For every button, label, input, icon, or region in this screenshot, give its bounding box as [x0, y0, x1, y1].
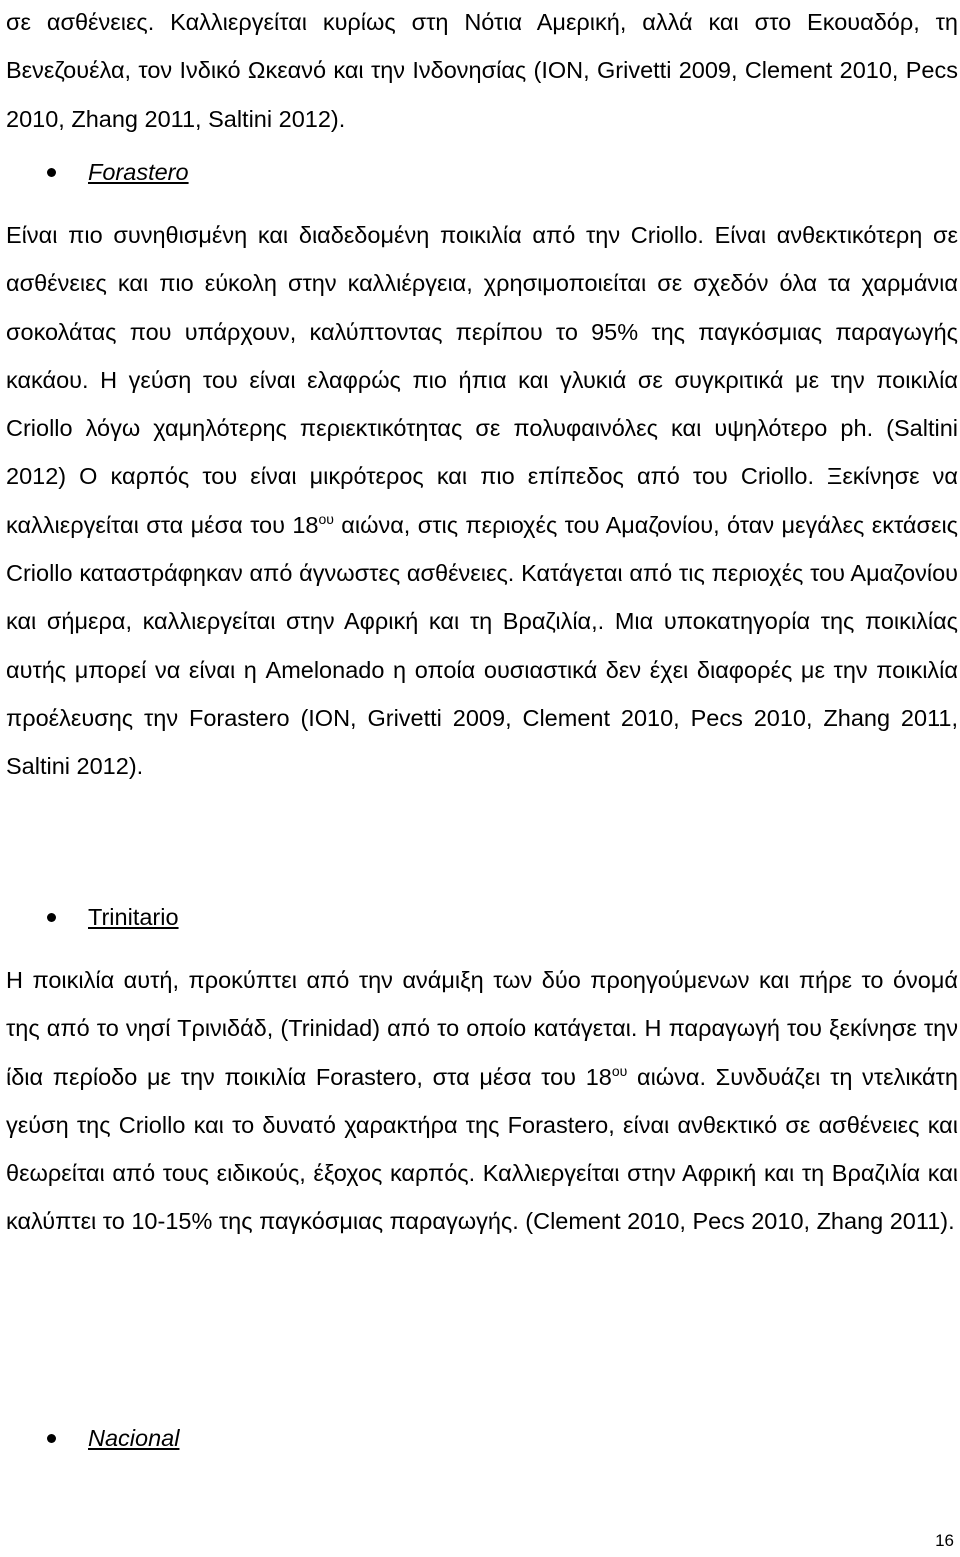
- heading-nacional: Nacional: [88, 1425, 180, 1451]
- trinitario-paragraph: [6, 956, 958, 1246]
- bullet-forastero: [6, 148, 189, 196]
- intro-paragraph: [6, 0, 958, 143]
- forastero-superscript: ου: [318, 510, 334, 527]
- bullet-dot-icon: [47, 168, 56, 177]
- bullet-dot-icon: [47, 1434, 56, 1443]
- forastero-text-1: Είναι πιο συνηθισμένη και διαδεδομένη ποικιλία από την Criollo. Είναι ανθεκτικότερη σε ασθένειες και πιο εύκολη στην καλλιέργεια, χρησιμοποιείται σε σχεδόν όλα τα χαρμάνια σοκολάτας που υπάρχουν, καλύπτοντας περίπου το 95% της παγκόσμιας παραγωγής κακάου. Η γεύση του είναι ελαφρώς πιο ήπια και γλυκιά σε συγκριτικά με την ποικιλία Criollo λόγω χαμηλότερης περιεκτικότητας σε πολυφαινόλες και υψηλότερο ph. (Saltini 2012) Ο καρπός του είναι μικρότερος και πιο επίπεδος από του Criollo. Ξεκίνησε να καλλιεργείται στα μέσα του 18: [6, 222, 958, 538]
- page-number: 16: [935, 1531, 954, 1550]
- bullet-nacional: [6, 1414, 179, 1462]
- trinitario-text-2: αιώνα. Συνδυάζει τη ντελικάτη γεύση της Criollo και το δυνατό χαρακτήρα της Forastero, είναι ανθεκτικό σε ασθένειες και θεωρείται από τους ειδικούς, έξοχος καρπός. Καλλιεργείται στην Αφρική και τη Βραζιλία και καλύπτει το 10-15% της παγκόσμιας παραγωγής. (Clement 2010, Pecs 2010, Zhang 2011).: [6, 1063, 958, 1235]
- intro-text: σε ασθένειες. Καλλιεργείται κυρίως στη Νότια Αμερική, αλλά και στο Εκουαδόρ, τη Βενεζουέλα, τον Ινδικό Ωκεανό και την Ινδονησίας (ION, Grivetti 2009, Clement 2010, Pecs 2010, Zhang 2011, Saltini 2012).: [6, 9, 958, 132]
- heading-forastero: Forastero: [88, 159, 189, 185]
- bullet-dot-icon: [47, 913, 56, 922]
- heading-trinitario: Trinitario: [88, 904, 179, 930]
- forastero-text-2: αιώνα, στις περιοχές του Αμαζονίου, όταν μεγάλες εκτάσεις Criollo καταστράφηκαν από άγνωστες ασθένειες. Κατάγεται από τις περιοχές του Αμαζονίου και σήμερα, καλλιεργείται στην Αφρική και τη Βραζιλία,. Μια υποκατηγορία της ποικιλίας αυτής μπορεί να είναι η Amelonado η οποία ουσιαστικά δεν έχει διαφορές με την ποικιλία προέλευσης την Forastero (ION, Grivetti 2009, Clement 2010, Pecs 2010, Zhang 2011, Saltini 2012).: [6, 511, 959, 780]
- trinitario-text-1: Η ποικιλία αυτή, προκύπτει από την ανάμιξη των δύο προηγούμενων και πήρε το όνομά της από το νησί Τρινιδάδ, (Trinidad) από το οποίο κατάγεται. Η παραγωγή του ξεκίνησε την ίδια περίοδο με την ποικιλία Forastero, στα μέσα του 18: [6, 967, 958, 1090]
- trinitario-superscript: ου: [611, 1062, 628, 1079]
- forastero-paragraph: [6, 211, 958, 791]
- bullet-trinitario: [6, 893, 179, 941]
